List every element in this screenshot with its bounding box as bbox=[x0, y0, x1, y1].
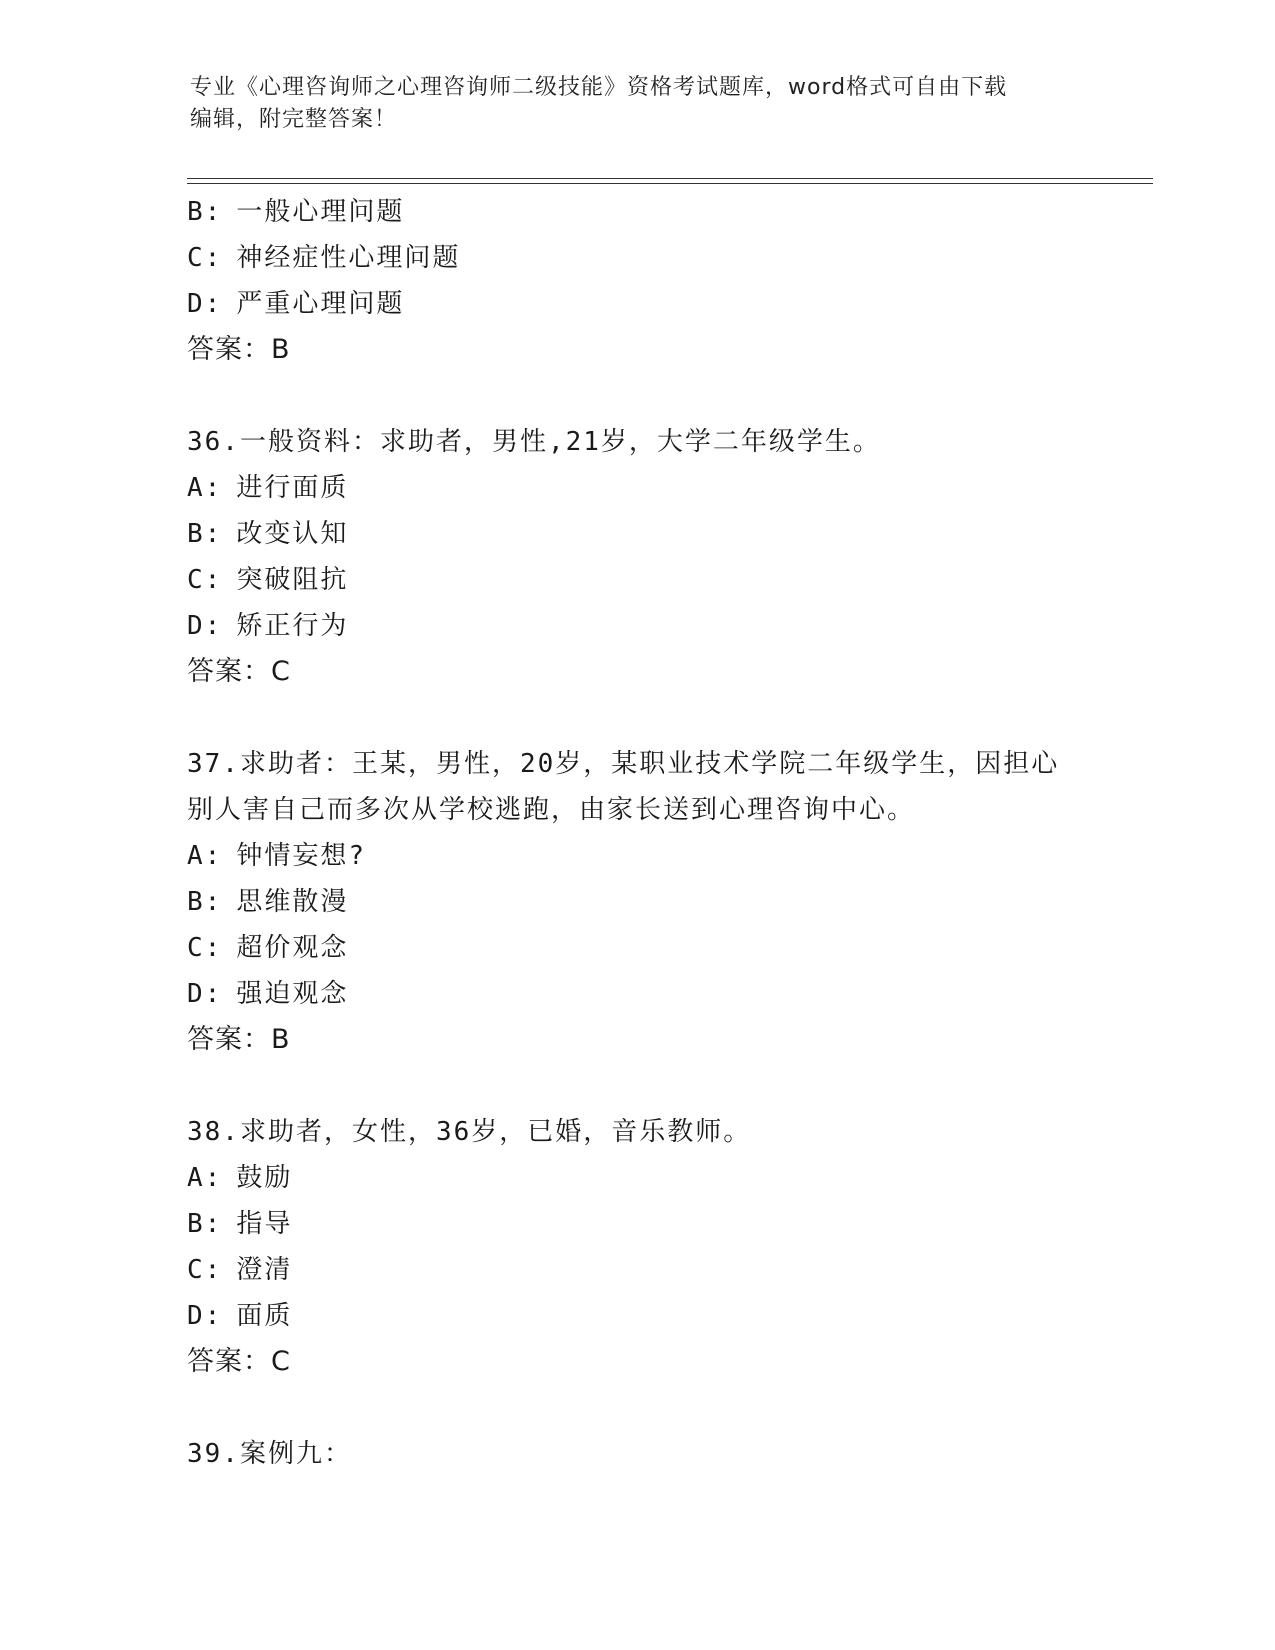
spacer bbox=[187, 1063, 1087, 1109]
question-38-stem: 38.求助者，女性，36岁，已婚，音乐教师。 bbox=[187, 1117, 752, 1147]
option-text: 鼓励 bbox=[236, 1163, 293, 1193]
option-text: 严重心理问题 bbox=[236, 289, 405, 319]
spacer bbox=[187, 695, 1087, 741]
document-header bbox=[190, 72, 1090, 136]
option-a bbox=[187, 1155, 1087, 1201]
option-letter: A: bbox=[187, 473, 223, 503]
option-text: 澄清 bbox=[236, 1255, 293, 1285]
option-a bbox=[187, 833, 1087, 879]
option-c bbox=[187, 1247, 1087, 1293]
option-letter: C: bbox=[187, 243, 223, 273]
answer-line: 答案：C bbox=[187, 656, 291, 687]
option-text: 矫正行为 bbox=[236, 611, 349, 641]
option-d bbox=[187, 603, 1087, 649]
option-letter: C: bbox=[187, 933, 223, 963]
option-text: 思维散漫 bbox=[236, 887, 349, 917]
header-divider-bottom bbox=[187, 183, 1153, 184]
answer-line: 答案：C bbox=[187, 1346, 291, 1377]
option-b bbox=[187, 1201, 1087, 1247]
option-text: 强迫观念 bbox=[236, 979, 349, 1009]
question-37-stem-line-1: 37.求助者：王某，男性，20岁，某职业技术学院二年级学生，因担心 bbox=[187, 749, 1060, 779]
option-a bbox=[187, 465, 1087, 511]
question-37-stem-line-2: 别人害自己而多次从学校逃跑，由家长送到心理咨询中心。 bbox=[187, 795, 916, 825]
option-text: 突破阻抗 bbox=[236, 565, 349, 595]
spacer bbox=[187, 1385, 1087, 1431]
option-text: 神经症性心理问题 bbox=[236, 243, 461, 273]
option-letter: D: bbox=[187, 611, 223, 641]
option-c bbox=[187, 557, 1087, 603]
option-b bbox=[187, 879, 1087, 925]
option-letter: B: bbox=[187, 1209, 223, 1239]
option-text: 超价观念 bbox=[236, 933, 349, 963]
option-letter: C: bbox=[187, 565, 223, 595]
header-line-2: 编辑，附完整答案！ bbox=[190, 107, 398, 132]
answer-line: 答案：B bbox=[187, 334, 291, 365]
header-divider-top bbox=[187, 178, 1153, 179]
option-d bbox=[187, 1293, 1087, 1339]
option-letter: A: bbox=[187, 841, 223, 871]
option-text: 一般心理问题 bbox=[236, 197, 405, 227]
option-letter: B: bbox=[187, 887, 223, 917]
option-c bbox=[187, 235, 1087, 281]
option-d bbox=[187, 971, 1087, 1017]
option-letter: B: bbox=[187, 519, 223, 549]
question-36-stem: 36.一般资料：求助者，男性,21岁，大学二年级学生。 bbox=[187, 427, 881, 457]
answer-line: 答案：B bbox=[187, 1024, 291, 1055]
option-b bbox=[187, 189, 1087, 235]
option-b bbox=[187, 511, 1087, 557]
option-text: 面质 bbox=[236, 1301, 293, 1331]
option-letter: D: bbox=[187, 289, 223, 319]
spacer bbox=[187, 373, 1087, 419]
option-d bbox=[187, 281, 1087, 327]
option-text: 指导 bbox=[236, 1209, 293, 1239]
question-list bbox=[187, 189, 1087, 1477]
question-39-stem: 39.案例九： bbox=[187, 1439, 352, 1469]
option-letter: C: bbox=[187, 1255, 223, 1285]
option-text: 进行面质 bbox=[236, 473, 349, 503]
option-letter: A: bbox=[187, 1163, 223, 1193]
header-line-1: 专业《心理咨询师之心理咨询师二级技能》资格考试题库，word格式可自由下载 bbox=[190, 75, 1008, 100]
option-letter: B: bbox=[187, 197, 223, 227]
option-text: 钟情妄想? bbox=[236, 841, 366, 871]
option-letter: D: bbox=[187, 1301, 223, 1331]
option-letter: D: bbox=[187, 979, 223, 1009]
option-c bbox=[187, 925, 1087, 971]
option-text: 改变认知 bbox=[236, 519, 349, 549]
